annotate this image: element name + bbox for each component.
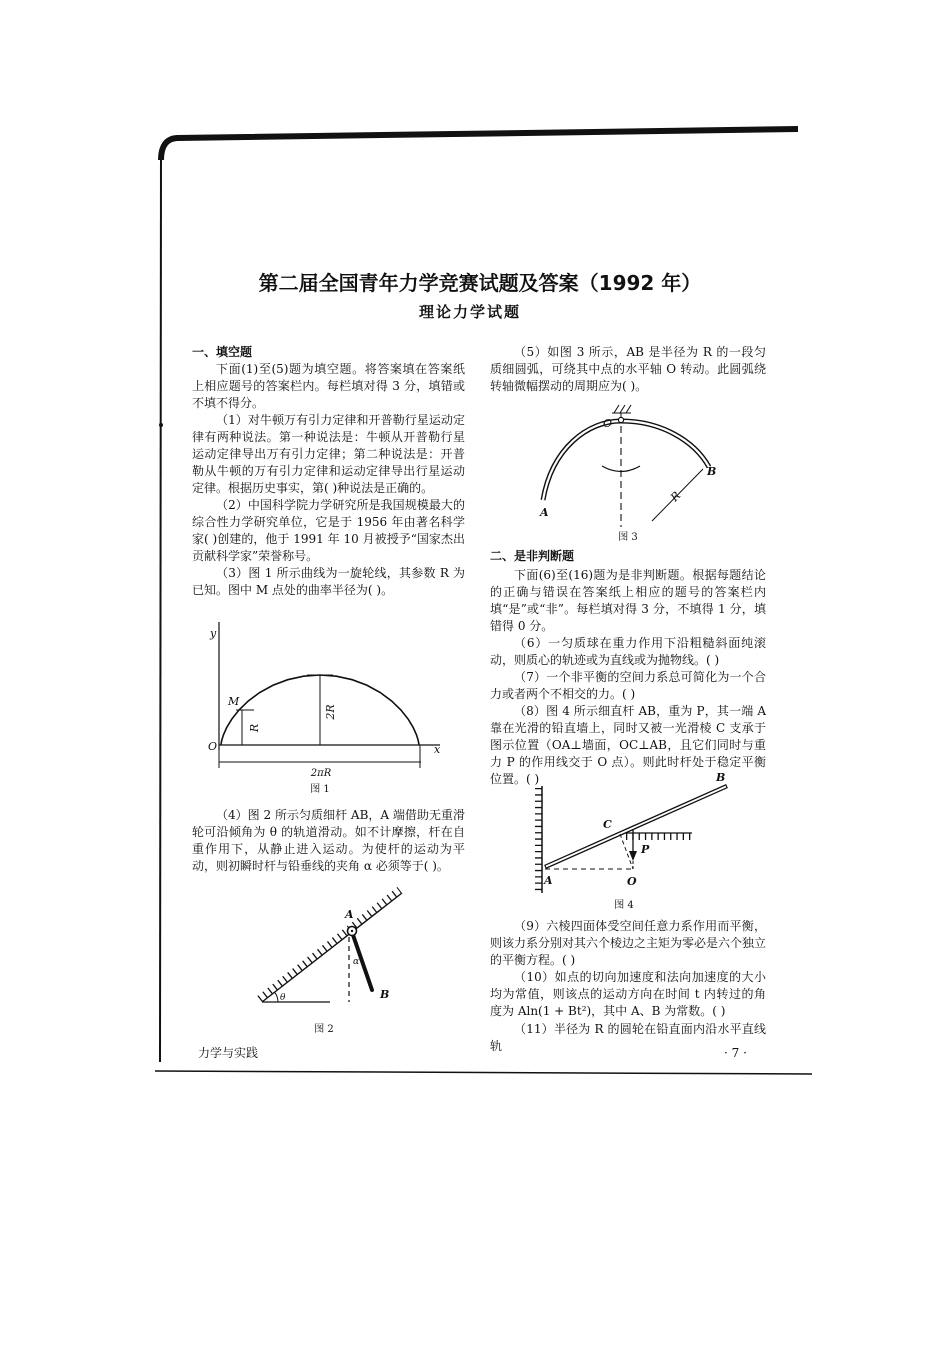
fig1-2r-label: 2R	[324, 704, 337, 720]
fig3-b-label: B	[707, 465, 717, 478]
section-2-heading: 二、是非判断题	[490, 549, 575, 563]
section-1-intro: 下面(1)至(5)题为填空题。将答案填在答案纸上相应题号的答案栏内。每栏填对得 3 分，填错或不填不得分。	[192, 362, 465, 410]
footer-page-number: · 7 ·	[724, 1046, 747, 1060]
fig1-caption: 图 1	[310, 784, 330, 795]
fig1-m-label: M	[228, 695, 240, 708]
left-rule	[160, 150, 161, 1062]
fig1-span-label: 2πR	[310, 768, 332, 779]
pivot-o	[618, 417, 623, 422]
support-hatch-2	[620, 405, 625, 413]
scan-speck	[159, 423, 163, 427]
fig4-b-label: B	[716, 771, 726, 784]
fig2-a-label: A	[345, 908, 354, 921]
section-1-heading: 一、填空题	[192, 345, 253, 359]
fig3-r-label: R	[668, 489, 684, 505]
figure-3-arc	[543, 405, 709, 527]
theta-arc	[275, 992, 278, 1002]
fig4-o-label: O	[627, 875, 637, 888]
question-5: （5）如图 3 所示，AB 是半径为 R 的一段匀质细圆弧，可绕其中点的水平轴 O 转动。此圆弧绕转轴微幅摆动的周期应为( )。	[490, 345, 766, 393]
weight-arrowhead	[629, 851, 637, 861]
top-rule	[161, 129, 798, 160]
question-1: （1）对牛顿万有引力定律和开普勒行星运动定律有两种说法。第一种说法是：牛顿从开普勒行星运动定律导出万有引力定律；第二种说法是：开普勒从牛顿的万有引力定律和运动定律导出行星运动定律。根据历史事实，第( )种说法是正确的。	[192, 413, 465, 495]
rod-ab-inner	[546, 787, 726, 867]
page-title: 第二届全国青年力学竞赛试题及答案（1992 年）	[258, 271, 702, 295]
question-8: （8）图 4 所示细直杆 AB，重为 P，其一端 A 靠在光滑的铅直墙上，同时又被一光滑棱 C 支承于图示位置（OA⊥墙面，OC⊥AB，且它们同时与重力 P 的作用线交于 O 点）。则此时杆处于稳定平衡位置。( )	[490, 704, 766, 786]
fig2-b-label: B	[380, 988, 390, 1001]
pulley-hub	[351, 930, 353, 932]
page-subtitle: 理论力学试题	[418, 303, 521, 321]
question-6: （6）一匀质球在重力作用下沿粗糙斜面纯滚动，则质心的轨迹或为直线或为抛物线。( )	[490, 636, 766, 667]
fig4-a-label: A	[544, 874, 553, 887]
footer-journal: 力学与实践	[198, 1046, 259, 1060]
question-9: （9）六棱四面体受空间任意力系作用而平衡，则该力系分别对其六个棱边之主矩为零必是六个独立的平衡方程。( )	[490, 919, 767, 967]
figure-1-cycloid	[219, 622, 440, 768]
question-7: （7）一个非平衡的空间力系总可简化为一个合力或者两个不相交的力。( )	[490, 670, 766, 701]
fig4-c-label: C	[603, 818, 612, 831]
fig1-x-label: x	[434, 743, 441, 756]
question-11: （11）半径为 R 的圆轮在铅直面内沿水平直线轨	[490, 1022, 766, 1053]
fig1-origin-label: O	[208, 740, 218, 753]
question-10: （10）如点的切向加速度和法向加速度的大小均为常值，则该点的运动方向在时间 t 内转过的角度为 Aln(1 + Bt²)，其中 A、B 为常数。( )	[490, 970, 766, 1018]
fig3-caption: 图 3	[618, 532, 638, 543]
question-4: （4）图 2 所示匀质细杆 AB，A 端借助无重滑轮可沿倾角为 θ 的轨道滑动。如不计摩擦，杆在自重作用下，从静止进入运动。为使杆的运动为平动，则初瞬时杆与铅垂线的夹角 α 必须等于( )。	[192, 808, 465, 873]
support-hatch-3	[626, 405, 631, 413]
fig1-r-label: R	[248, 723, 261, 733]
fig3-a-label: A	[540, 506, 549, 519]
fig3-o-label: O	[603, 417, 613, 430]
fig2-theta-label: θ	[280, 993, 286, 1003]
section-2-intro: 下面(6)至(16)题为是非判断题。根据每题结论的正确与错误在答案纸上相应的题号的答案栏内填“是”或“非”。每栏填对得 3 分，不填得 1 分，填错得 0 分。	[490, 568, 766, 633]
incline-hatch	[260, 890, 400, 999]
question-2: （2）中国科学院力学研究所是我国规模最大的综合性力学研究单位，它是于 1956 年由著名科学家( )创建的，他于 1991 年 10 月被授予“国家杰出贡献科学家”荣誉称号。	[192, 498, 465, 563]
fig1-y-label: y	[210, 627, 217, 640]
fig2-caption: 图 2	[314, 1024, 334, 1035]
fig2-alpha-label: α	[353, 957, 360, 967]
bottom-rule	[155, 1071, 812, 1074]
question-3: （3）图 1 所示曲线为一旋轮线，其参数 R 为已知。图中 M 点处的曲率半径为( )。	[192, 566, 465, 597]
fig4-caption: 图 4	[614, 900, 634, 911]
support-hatch-1	[614, 405, 619, 413]
fig4-p-label: P	[641, 843, 650, 856]
figure-2-incline	[260, 890, 403, 1002]
incline-track	[262, 893, 402, 1002]
